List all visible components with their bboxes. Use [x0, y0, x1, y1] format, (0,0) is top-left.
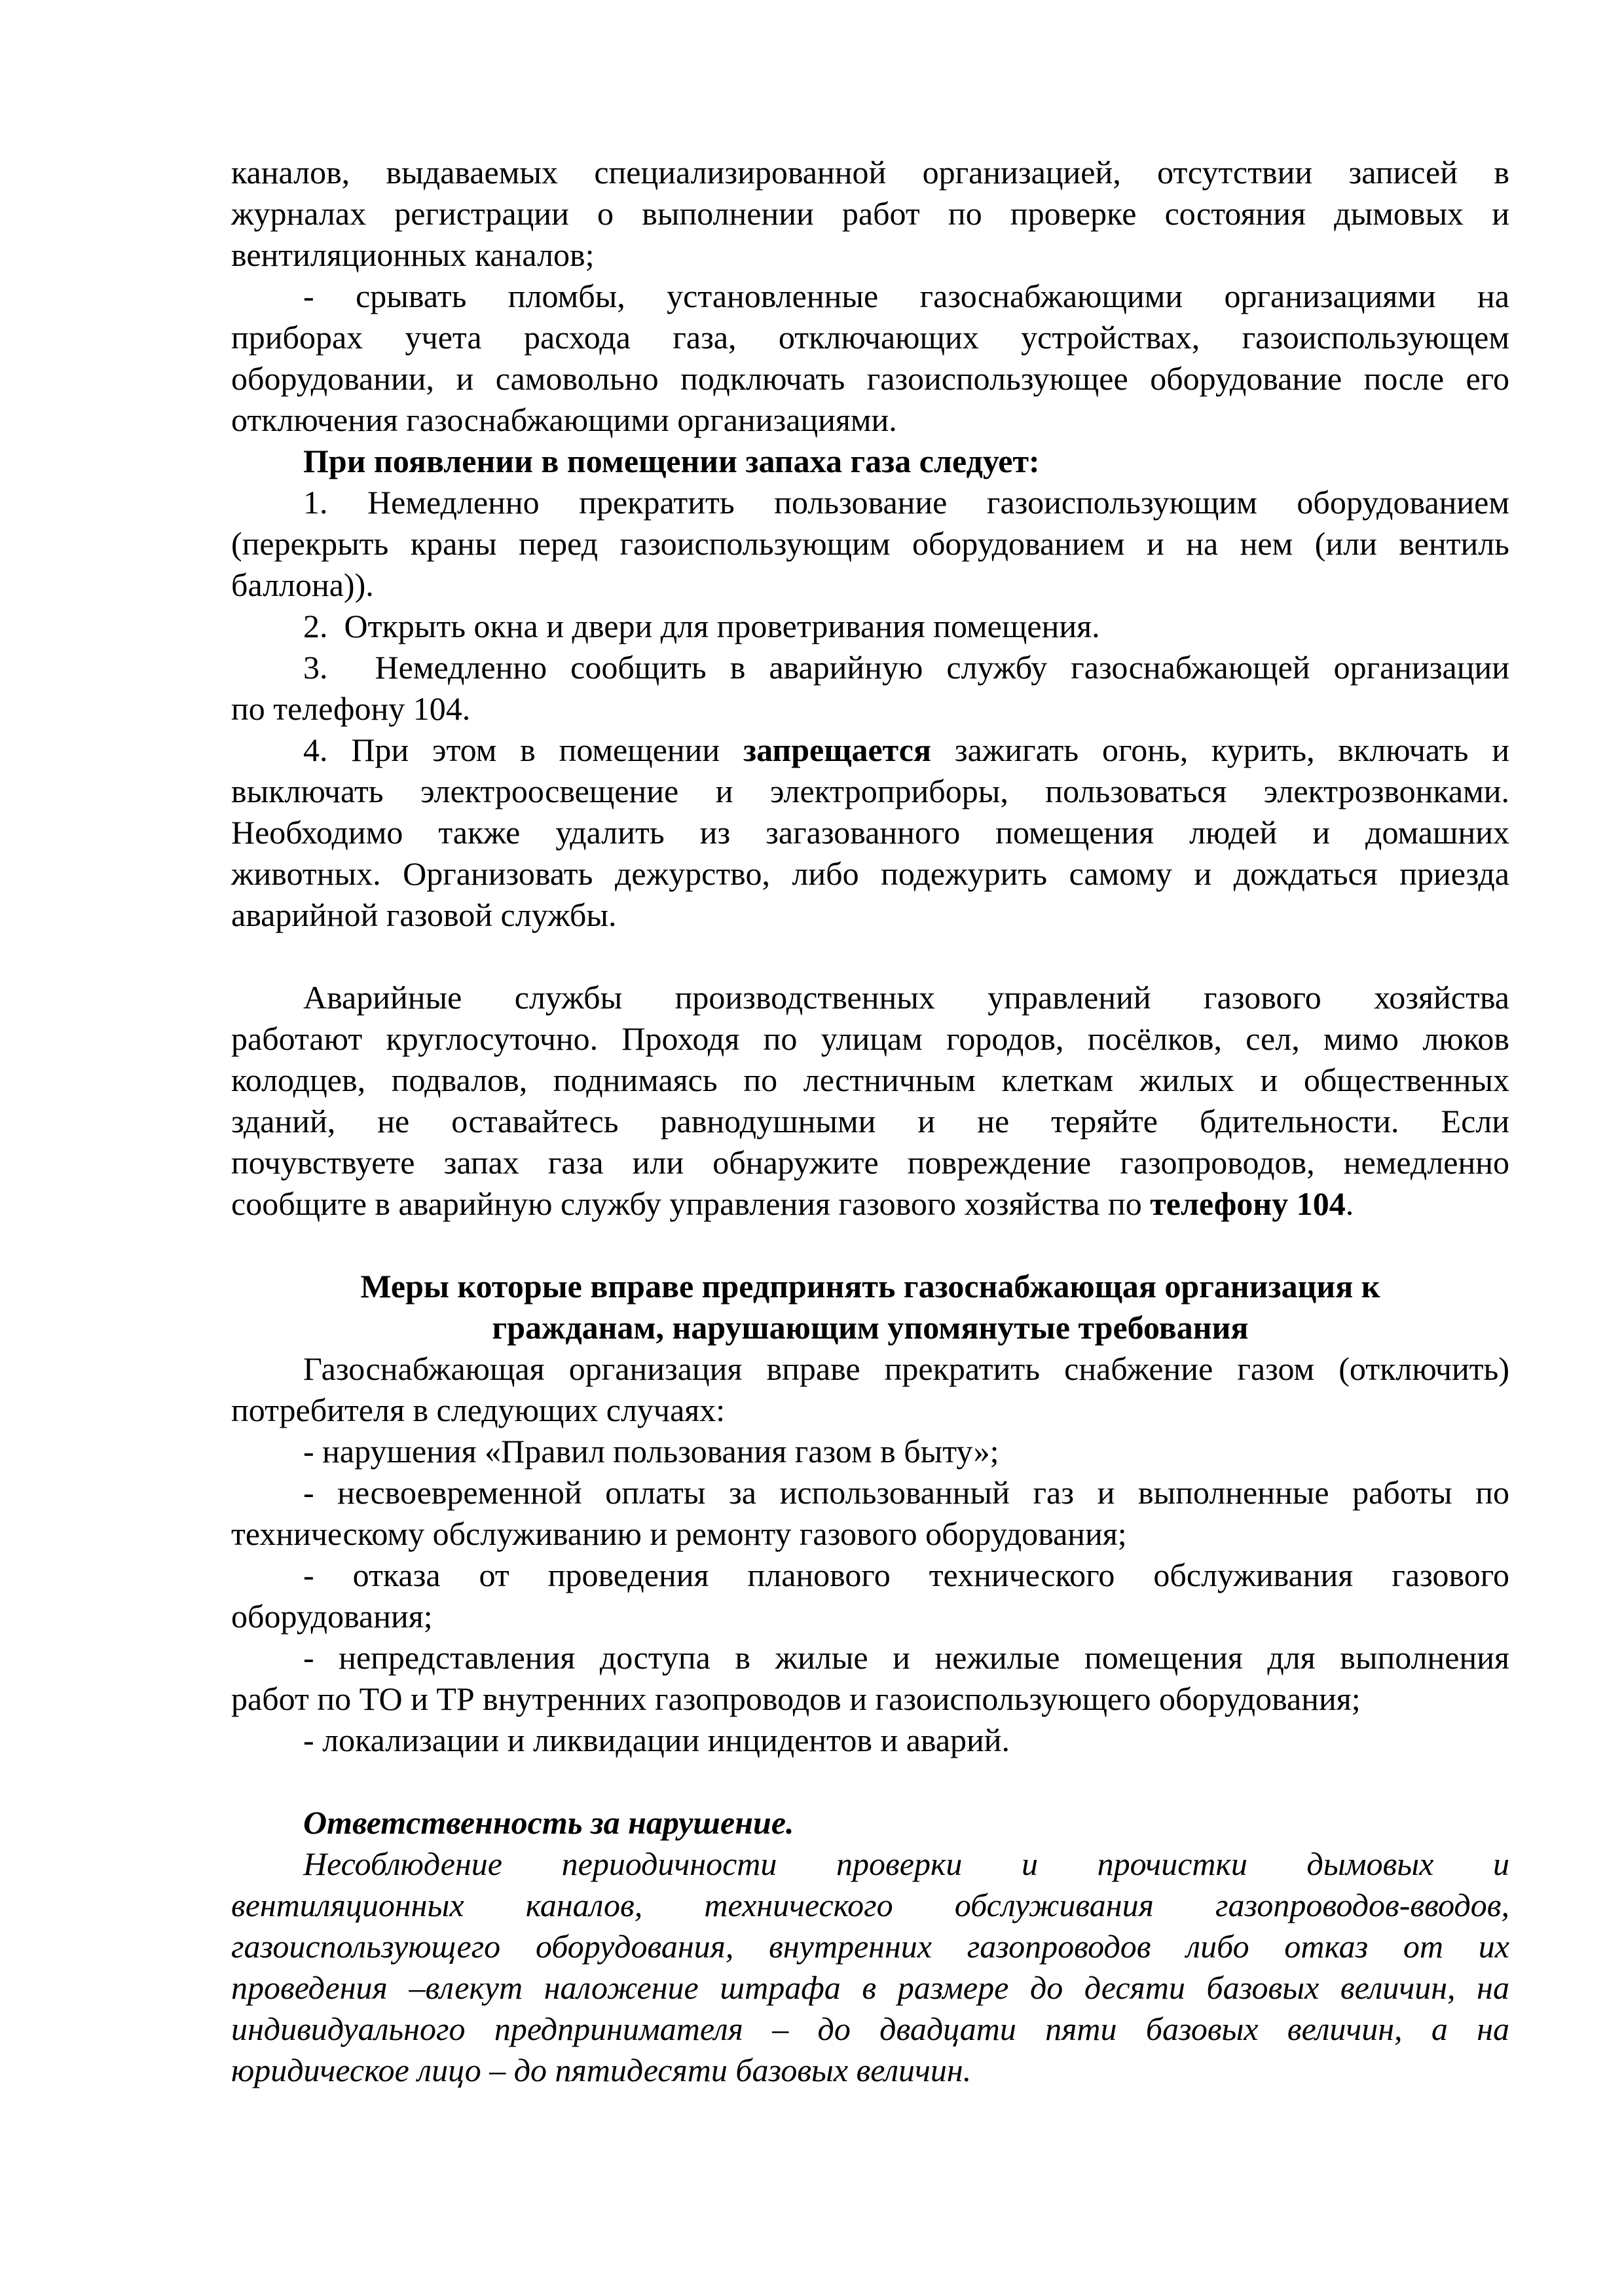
- text-line: [231, 1307, 1509, 1348]
- text-line: [231, 2009, 1509, 2050]
- text-line: [231, 1555, 1509, 1596]
- item-4-prohibited-actions: [231, 730, 1509, 936]
- text-line: [231, 1431, 1509, 1472]
- h-responsibility: [231, 1802, 1509, 1843]
- text-line: [231, 1472, 1509, 1513]
- text-segment: зажигать огонь, курить, включать и: [931, 731, 1509, 768]
- item-3-call-emergency: [231, 647, 1509, 730]
- text-segment: аварийной газовой службы.: [231, 897, 617, 933]
- h-supplier-measures: [231, 1266, 1509, 1348]
- case-incident-localization: [231, 1720, 1509, 1761]
- text-line: [231, 1266, 1509, 1307]
- text-line: [231, 1843, 1509, 1885]
- text-line: [231, 358, 1509, 399]
- text-segment: приборах учета расхода газа, отключающих устройствах, газоиспользующем: [231, 319, 1509, 356]
- h-gas-smell-actions: [231, 441, 1509, 482]
- text-line: [231, 730, 1509, 771]
- text-line: [231, 1885, 1509, 1926]
- text-line: [231, 1060, 1509, 1101]
- text-segment: колодцев, подвалов, поднимаясь по лестничным клеткам жилых и общественных: [231, 1062, 1509, 1098]
- text-segment: потребителя в следующих случаях:: [231, 1392, 726, 1428]
- text-segment: 3. Немедленно сообщить в аварийную службу газоснабжающей организации: [303, 649, 1509, 686]
- paragraph-spacer: [231, 1761, 1509, 1802]
- text-segment: При появлении в помещении запаха газа следует:: [303, 443, 1040, 479]
- text-line: [231, 1967, 1509, 2009]
- case-maintenance-refusal: [231, 1555, 1509, 1637]
- text-segment: выключать электроосвещение и электроприборы, пользоваться электрозвонками.: [231, 773, 1509, 809]
- text-segment: работ по ТО и ТР внутренних газопроводов и газоиспользующего оборудования;: [231, 1680, 1361, 1717]
- text-segment: Аварийные службы производственных управлений газового хозяйства: [303, 979, 1509, 1016]
- text-line: [231, 317, 1509, 358]
- text-line: [231, 482, 1509, 523]
- text-segment: Меры которые вправе предпринять газоснабжающая организация к: [360, 1268, 1380, 1305]
- text-segment: Несоблюдение периодичности проверки и прочистки дымовых и: [303, 1845, 1509, 1882]
- text-line: [231, 276, 1509, 317]
- text-line: [231, 152, 1509, 193]
- text-line: [231, 1101, 1509, 1142]
- text-segment: индивидуального предпринимателя – до двадцати пяти базовых величин, а на: [231, 2010, 1509, 2047]
- text-segment: работают круглосуточно. Проходя по улицам городов, посёлков, сел, мимо люков: [231, 1020, 1509, 1057]
- text-line: [231, 1018, 1509, 1060]
- text-segment: баллона)).: [231, 566, 374, 603]
- text-line: [231, 1183, 1509, 1225]
- text-segment: - срывать пломбы, установленные газоснабжающими организациями на: [303, 278, 1509, 314]
- text-segment: журналах регистрации о выполнении работ по проверке состояния дымовых и: [231, 195, 1509, 232]
- paragraph-spacer: [231, 936, 1509, 977]
- text-line: [231, 234, 1509, 276]
- text-segment: (перекрыть краны перед газоиспользующим оборудованием и на нем (или вентиль: [231, 525, 1509, 562]
- text-segment: - нарушения «Правил пользования газом в быту»;: [303, 1433, 999, 1470]
- text-line: [231, 977, 1509, 1018]
- text-line: [231, 1678, 1509, 1720]
- text-segment: телефону 104: [1150, 1185, 1346, 1222]
- text-line: [231, 647, 1509, 688]
- text-segment: техническому обслуживанию и ремонту газового оборудования;: [231, 1515, 1127, 1552]
- text-segment: - непредставления доступа в жилые и нежилые помещения для выполнения: [303, 1639, 1509, 1676]
- text-segment: сообщите в аварийную службу управления газового хозяйства по: [231, 1185, 1151, 1222]
- text-segment: оборудования;: [231, 1598, 433, 1635]
- text-line: [231, 688, 1509, 730]
- text-segment: запрещается: [743, 731, 932, 768]
- p-disconnect-cases-intro: [231, 1348, 1509, 1431]
- item-1-stop-using-equipment: [231, 482, 1509, 606]
- text-segment: отключения газоснабжающими организациями.: [231, 401, 897, 438]
- text-line: [231, 2050, 1509, 2091]
- p-emergency-services: [231, 977, 1509, 1225]
- text-segment: - несвоевременной оплаты за использованный газ и выполненные работы по: [303, 1474, 1509, 1511]
- text-line: [231, 895, 1509, 936]
- text-line: [231, 1513, 1509, 1555]
- p-responsibility-fines: [231, 1843, 1509, 2091]
- text-segment: 1. Немедленно прекратить пользование газоиспользующим оборудованием: [303, 484, 1509, 521]
- text-line: [231, 1802, 1509, 1843]
- text-segment: юридическое лицо – до пятидесяти базовых величин.: [231, 2052, 972, 2088]
- text-line: [231, 399, 1509, 441]
- text-segment: - отказа от проведения планового технического обслуживания газового: [303, 1557, 1509, 1593]
- text-segment: оборудовании, и самовольно подключать газоиспользующее оборудование после его: [231, 360, 1509, 397]
- text-line: [231, 193, 1509, 234]
- case-rules-violation: [231, 1431, 1509, 1472]
- text-segment: проведения –влекут наложение штрафа в размере до десяти базовых величин, на: [231, 1969, 1509, 2006]
- text-line: [231, 1390, 1509, 1431]
- text-segment: каналов, выдаваемых специализированной организацией, отсутствии записей в: [231, 154, 1509, 191]
- text-line: [231, 1596, 1509, 1637]
- text-line: [231, 565, 1509, 606]
- text-line: [231, 441, 1509, 482]
- text-segment: Газоснабжающая организация вправе прекратить снабжение газом (отключить): [303, 1350, 1509, 1387]
- case-late-payment: [231, 1472, 1509, 1555]
- text-segment: Необходимо также удалить из загазованного помещения людей и домашних: [231, 814, 1509, 851]
- text-segment: газоиспользующего оборудования, внутренних газопроводов либо отказ от их: [231, 1928, 1509, 1965]
- text-segment: животных. Организовать дежурство, либо подежурить самому и дождаться приезда: [231, 855, 1509, 892]
- item-2-open-windows: [231, 606, 1509, 647]
- text-line: [231, 812, 1509, 853]
- text-segment: - локализации и ликвидации инцидентов и аварий.: [303, 1722, 1010, 1758]
- p-seal-tampering: [231, 276, 1509, 441]
- text-line: [231, 1720, 1509, 1761]
- text-segment: Ответственность за нарушение.: [303, 1804, 794, 1841]
- text-line: [231, 1142, 1509, 1183]
- text-segment: 4. При этом в помещении: [303, 731, 743, 768]
- text-line: [231, 853, 1509, 895]
- text-line: [231, 606, 1509, 647]
- text-segment: гражданам, нарушающим упомянутые требования: [492, 1309, 1249, 1346]
- case-no-access: [231, 1637, 1509, 1720]
- text-line: [231, 1348, 1509, 1390]
- paragraph-spacer: [231, 1225, 1509, 1266]
- text-line: [231, 1926, 1509, 1967]
- text-segment: вентиляционных каналов, технического обслуживания газопроводов-вводов,: [231, 1887, 1509, 1923]
- text-segment: вентиляционных каналов;: [231, 236, 595, 273]
- text-line: [231, 523, 1509, 565]
- text-segment: по телефону 104.: [231, 690, 471, 727]
- text-segment: 2. Открыть окна и двери для проветривания помещения.: [303, 608, 1100, 644]
- text-segment: .: [1345, 1185, 1354, 1222]
- text-segment: почувствуете запах газа или обнаружите повреждение газопроводов, немедленно: [231, 1144, 1509, 1181]
- text-line: [231, 1637, 1509, 1678]
- text-line: [231, 771, 1509, 812]
- text-segment: зданий, не оставайтесь равнодушными и не теряйте бдительности. Если: [231, 1103, 1509, 1139]
- document-body: [231, 152, 1509, 2091]
- p-intro-continuation: [231, 152, 1509, 276]
